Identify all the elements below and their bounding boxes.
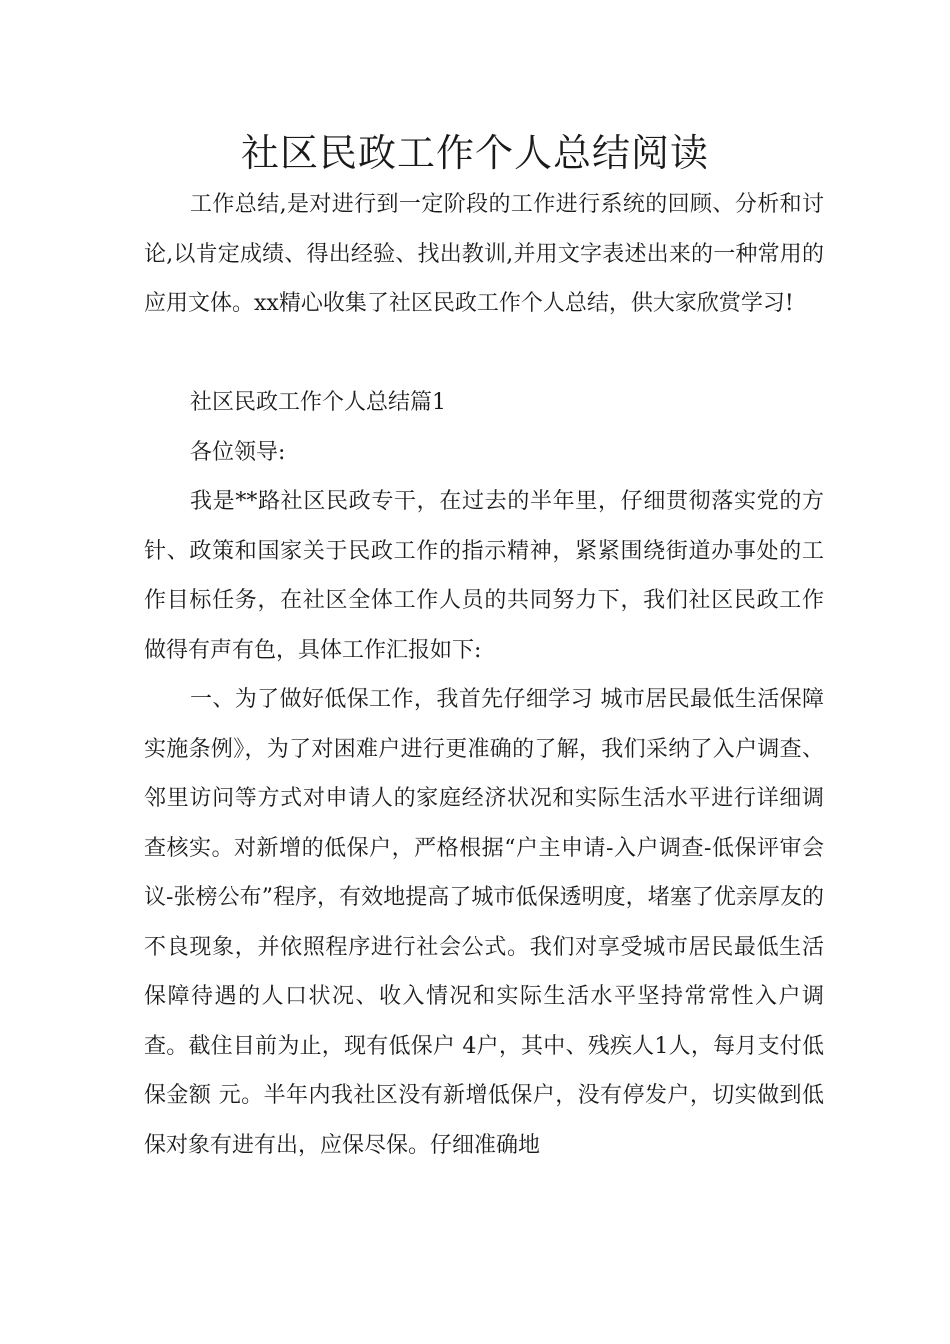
paragraph-spacer [144, 329, 824, 379]
salutation: 各位领导: [190, 439, 286, 465]
body-paragraph-introduction: 我是**路社区民政专干，在过去的半年里，仔细贯彻落实党的方针、政策和国家关于民政工作的指示精神，紧紧围绕街道办事处的工作目标任务，在社区全体工作人员的共同努力下，我们社区民政工作做得有声有色，具体工作汇报如下: [144, 489, 824, 663]
section-heading: 社区民政工作个人总结篇1 [190, 390, 446, 415]
document-body [144, 180, 824, 1170]
intro-paragraph: 工作总结,是对进行到一定阶段的工作进行系统的回顾、分析和讨论,以肯定成绩、得出经验、找出教训,并用文字表述出来的一种常用的应用文体。xx精心收集了社区民政工作个人总结，供大家欣赏学习! [144, 192, 824, 316]
document-title: 社区民政工作个人总结阅读 [240, 131, 709, 175]
body-paragraph-low-income-work: 一、为了做好低保工作，我首先仔细学习 城市居民最低生活保障实施条例》，为了对困难户进行更准确的了解，我们采纳了入户调查、邻里访问等方式对申请人的家庭经济状况和实际生活水平进行详细调查核实。对新增的低保户，严格根据“户主申请-入户调查-低保评审会议-张榜公布”程序，有效地提高了城市低保透明度，堵塞了优亲厚友的不良现象，并依照程序进行社会公式。我们对享受城市居民最低生活保障待遇的人口状况、收入情况和实际生活水平坚持常常性入户调查。截住目前为止，现有低保户 4户，其中、残疾人1人，每月支付低保金额 元。半年内我社区没有新增低保户，没有停发户，切实做到低保对象有进有出，应保尽保。仔细准确地 [144, 687, 824, 1158]
